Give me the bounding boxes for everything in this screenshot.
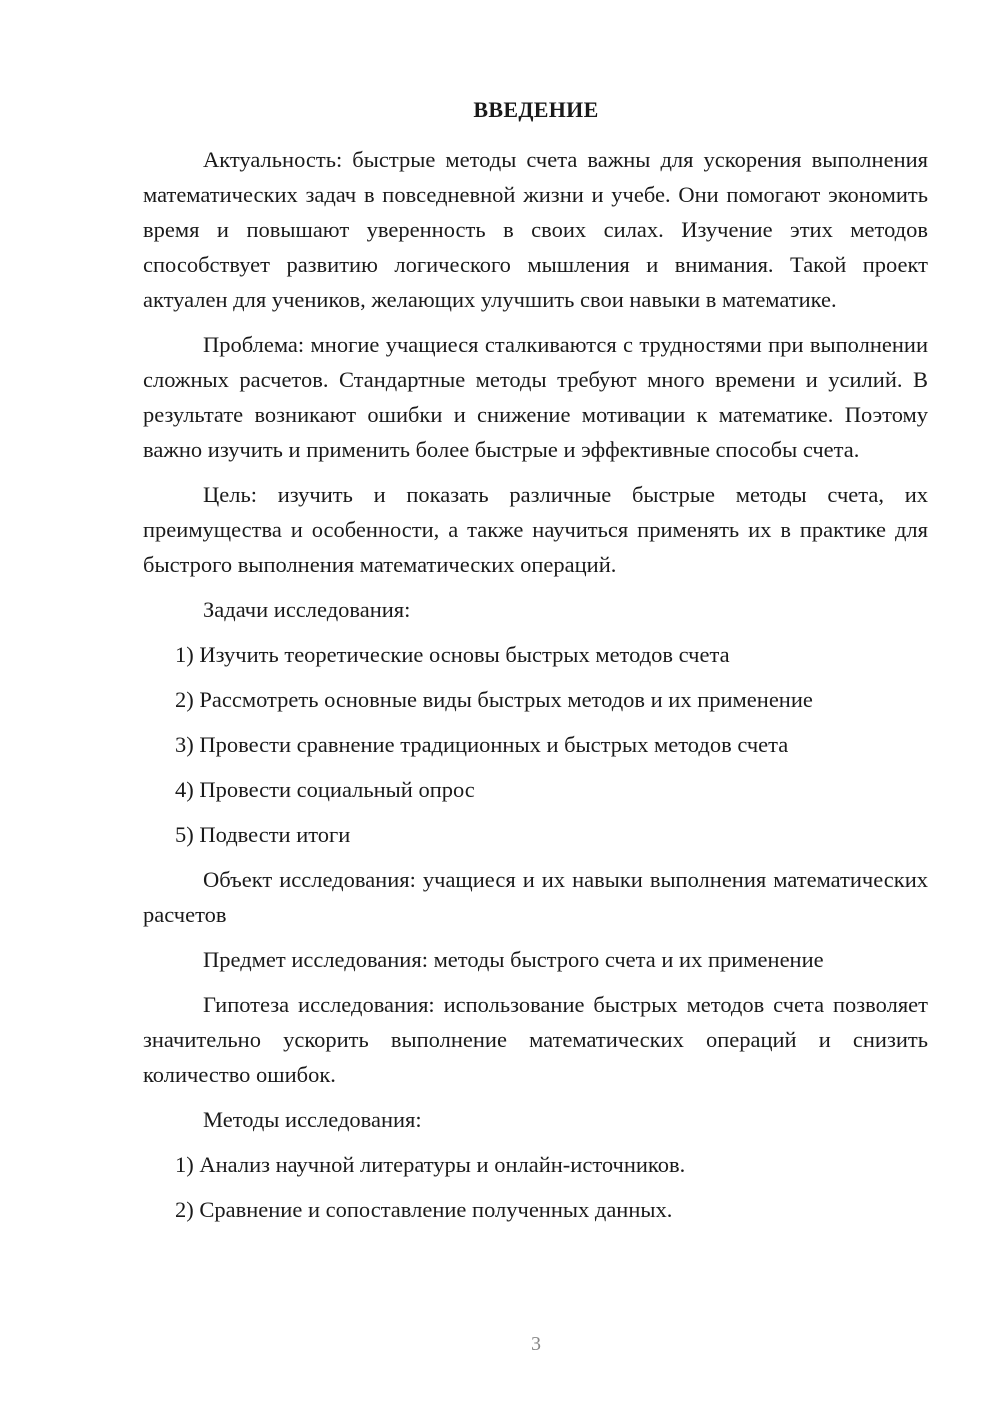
task-item: 5) Подвести итоги — [175, 822, 351, 847]
task-item: 1) Изучить теоретические основы быстрых методов счета — [175, 642, 730, 667]
task-item: 3) Провести сравнение традиционных и быстрых методов счета — [175, 732, 789, 757]
relevance-paragraph: Актуальность: быстрые методы счета важны для ускорения выполнения математических задач в повседневной жизни и учебе. Они помогают экономить время и повышают уверенность в своих силах. Изучение этих методов способствует развитию логического мышления и внимания. Такой проект актуален для учеников, желающих улучшить свои навыки в математике. — [143, 147, 928, 312]
hypothesis-paragraph: Гипотеза исследования: использование быстрых методов счета позволяет значительно ускорить выполнение математических операций и снизить количество ошибок. — [143, 992, 928, 1087]
subject-paragraph: Предмет исследования: методы быстрого счета и их применение — [203, 947, 824, 972]
method-item: 1) Анализ научной литературы и онлайн-источников. — [175, 1152, 686, 1177]
tasks-heading: Задачи исследования: — [203, 597, 411, 622]
method-item: 2) Сравнение и сопоставление полученных данных. — [175, 1197, 673, 1222]
goal-paragraph: Цель: изучить и показать различные быстрые методы счета, их преимущества и особенности, а также научиться применять их в практике для быстрого выполнения математических операций. — [143, 482, 928, 577]
task-item: 4) Провести социальный опрос — [175, 777, 475, 802]
problem-paragraph: Проблема: многие учащиеся сталкиваются с трудностями при выполнении сложных расчетов. Стандартные методы требуют много времени и усилий. В результате возникают ошибки и снижение мотивации к математике. Поэтому важно изучить и применить более быстрые и эффективные способы счета. — [143, 332, 928, 462]
document-body — [143, 142, 928, 1237]
task-item: 2) Рассмотреть основные виды быстрых методов и их применение — [175, 687, 813, 712]
object-paragraph: Объект исследования: учащиеся и их навыки выполнения математических расчетов — [143, 867, 928, 927]
methods-heading: Методы исследования: — [203, 1107, 422, 1132]
page-title: ВВЕДЕНИЕ — [473, 97, 599, 122]
page-number: 3 — [531, 1333, 541, 1355]
